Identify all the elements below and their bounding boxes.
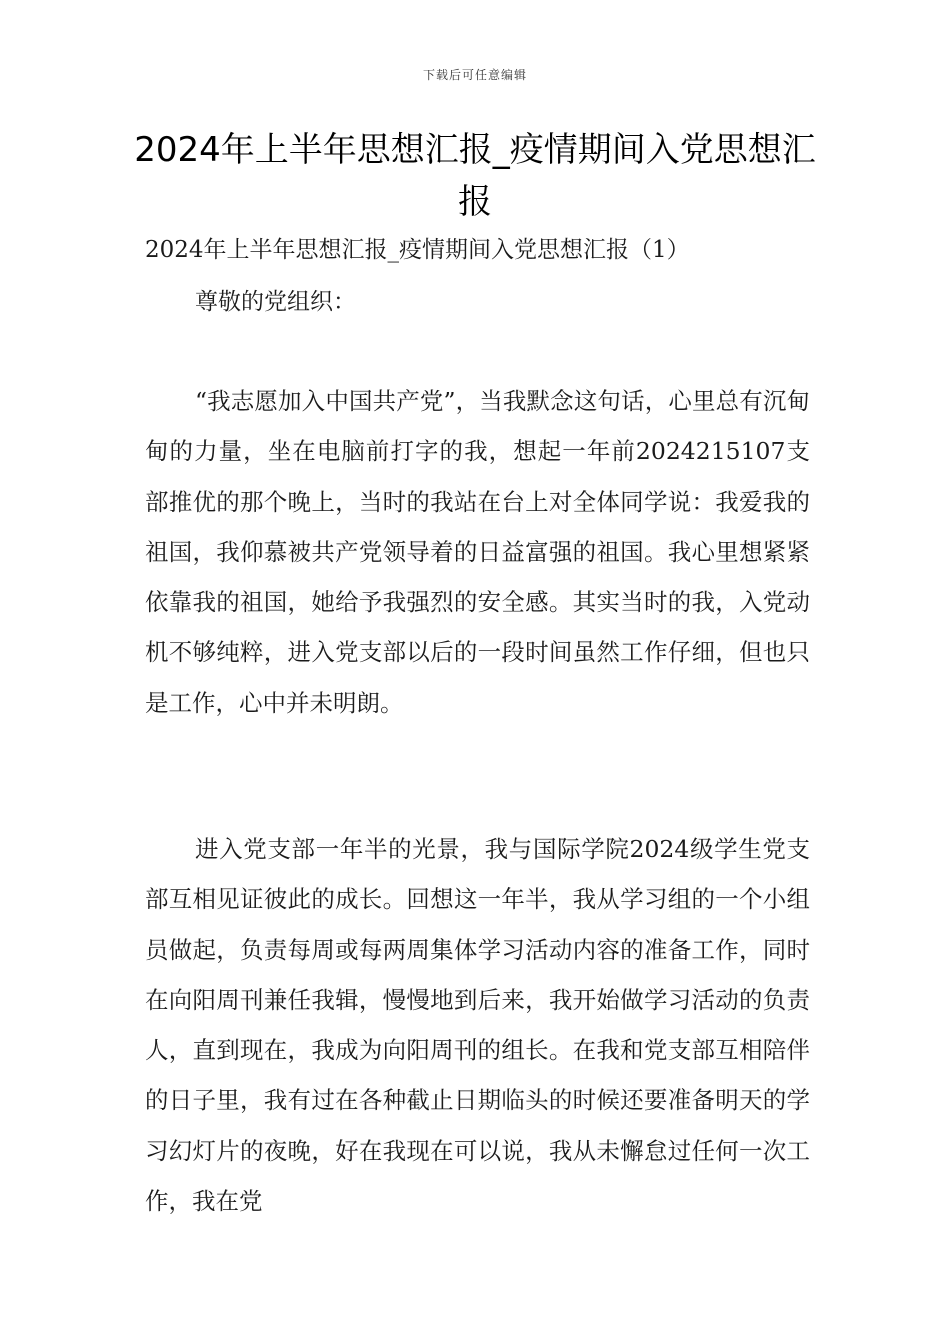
body-paragraph: 进入党支部一年半的光景，我与国际学院2024级学生党支部互相见证彼此的成长。回想这一年半，我从学习组的一个小组员做起，负责每周或每两周集体学习活动内容的准备工作，同时在向阳周刊兼任我辑，慢慢地到后来，我开始做学习活动的负责人，直到现在，我成为向阳周刊的组长。在我和党支部互相陪伴的日子里，我有过在各种截止日期临头的时候还要准备明天的学习幻灯片的夜晚，好在我现在可以说，我从未懈怠过任何一次工作，我在党 [145, 835, 810, 1216]
header-note: 下载后可任意编辑 [422, 68, 527, 82]
salutation: 尊敬的党组织： [195, 289, 356, 315]
document-title: 2024年上半年思想汇报_疫情期间入党思想汇报 [134, 130, 816, 222]
body-paragraph: “我志愿加入中国共产党”，当我默念这句话，心里总有沉甸甸的力量，坐在电脑前打字的我，想起一年前2024215107支部推优的那个晚上，当时的我站在台上对全体同学说：我爱我的祖国，我仰慕被共产党领导着的日益富强的祖国。我心里想紧紧依靠我的祖国，她给予我强烈的安全感。其实当时的我，入党动机不够纯粹，进入党支部以后的一段时间虽然工作仔细，但也只是工作，心中并未明朗。 [145, 387, 810, 717]
document-subtitle: 2024年上半年思想汇报_疫情期间入党思想汇报（1） [145, 237, 690, 263]
